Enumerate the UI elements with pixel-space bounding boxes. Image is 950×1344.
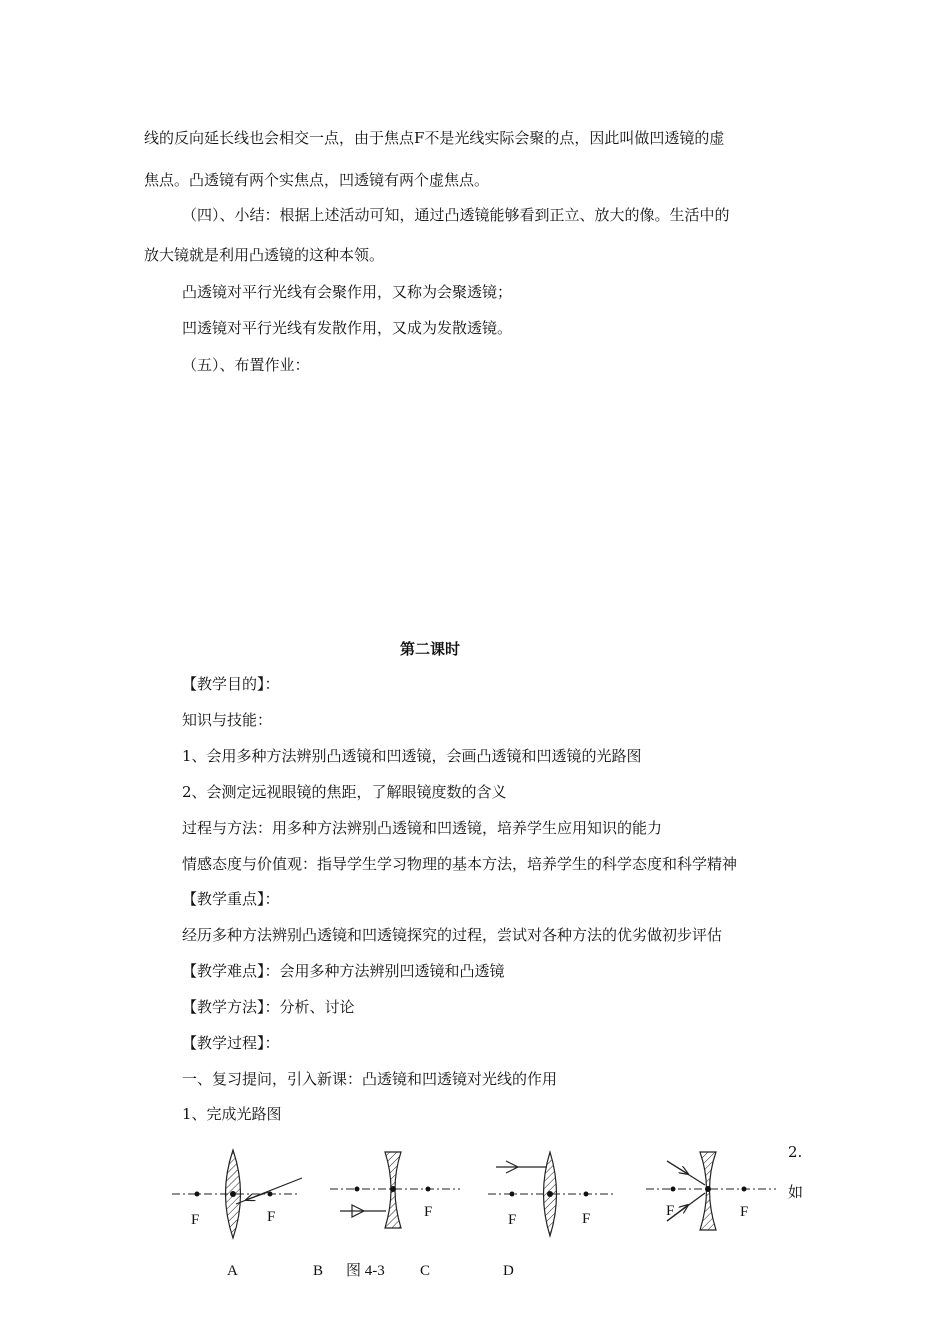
text-line: （五）、布置作业： [182,356,310,374]
text-line: 【教学过程】： [182,1034,280,1052]
focus-point [584,1192,589,1197]
optical-center [547,1191,553,1197]
text-line: 1、会用多种方法辨别凸透镜和凹透镜，会画凸透镜和凹透镜的光路图 [182,747,642,765]
text-line: 一、复习提问，引入新课：凸透镜和凹透镜对光线的作用 [182,1070,558,1088]
text-line: 【教学目的】： [182,675,280,693]
text-line: 经历多种方法辨别凸透镜和凹透镜探究的过程，尝试对各种方法的优劣做初步评估 [182,926,723,944]
optical-center [390,1186,396,1192]
light-ray [236,1178,302,1204]
focus-point [510,1192,515,1197]
text-line: 过程与方法：用多种方法辨别凸透镜和凹透镜，培养学生应用知识的能力 [182,819,663,837]
panel-label: D [503,1263,514,1279]
text-line: 【教学重点】： [182,890,280,908]
figure-caption: 图 4-3 [346,1263,385,1279]
panel-label: A [227,1263,238,1279]
focus-point [195,1192,200,1197]
text-line: （四）、小结：根据上述活动可知，通过凸透镜能够看到正立、放大的像。生活中的 [182,206,730,224]
focus-label: F [740,1204,749,1220]
focus-label: F [508,1212,517,1228]
text-line: 知识与技能： [182,711,273,729]
text-line: 情感态度与价值观：指导学生学习物理的基本方法，培养学生的科学态度和科学精神 [182,855,738,873]
focus-point [268,1192,273,1197]
text-line: 凸透镜对平行光线有会聚作用，又称为会聚透镜； [182,283,513,301]
margin-note: 如 [788,1183,804,1201]
text-line: 凹透镜对平行光线有发散作用，又成为发散透镜。 [182,319,513,337]
margin-note: 2. [788,1143,803,1161]
focus-point [355,1187,360,1192]
focus-label: F [424,1204,433,1220]
text-line: 放大镜就是利用凸透镜的这种本领。 [144,246,385,264]
text-line: 焦点。凸透镜有两个实焦点，凹透镜有两个虚焦点。 [144,171,490,189]
focus-label: F [666,1203,675,1219]
text-line: 线的反向延长线也会相交一点，由于焦点F不是光线实际会聚的点，因此叫做凹透镜的虚 [144,129,725,147]
section-title: 第二课时 [400,640,461,658]
ray-arrow [667,1161,688,1174]
text-line: 2、会测定远视眼镜的焦距，了解眼镜度数的含义 [182,783,507,801]
optical-center [230,1191,236,1197]
text-line: 1、完成光路图 [182,1105,282,1123]
panel-b-concave-lens [330,1152,460,1228]
focus-point [426,1187,431,1192]
panel-label: C [420,1263,431,1279]
focus-point [671,1187,676,1192]
text-line: 【教学方法】：分析、讨论 [182,998,355,1016]
optical-center [705,1186,711,1192]
panel-label: B [313,1263,324,1279]
text-line: 【教学难点】：会用多种方法辨别凹透镜和凸透镜 [182,962,505,980]
focus-label: F [267,1209,276,1225]
focus-label: F [582,1211,591,1227]
ray-arrow [246,1192,268,1200]
focus-point [742,1187,747,1192]
focus-label: F [191,1212,200,1228]
